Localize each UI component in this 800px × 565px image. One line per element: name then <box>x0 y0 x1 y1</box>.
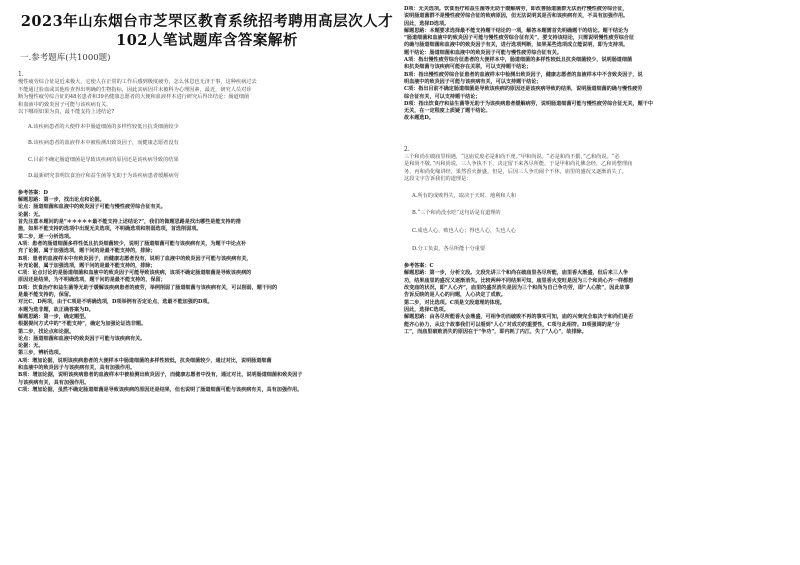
answer-line: 因此，选择C选项。 <box>404 306 449 313</box>
analysis-line: 明血液中的致炎因子可能与该疾病有关，可以支持题干结论； <box>404 78 542 85</box>
analysis-line: 综合征有关，可以支持题干结论； <box>404 93 481 100</box>
answer-line: 与该疾病有关，具有加强作用。 <box>18 379 90 386</box>
analysis-line: 故本题选D。 <box>404 115 434 122</box>
analysis-line: D项：指出饮食疗和益生菌等无助于为该疾病患者缓解病劳，说明肠道细菌可能与慢性疲劳综合征无关，题干中 <box>404 100 653 107</box>
question-1-number: 1. <box>18 71 24 78</box>
question-1-analysis-continued <box>404 6 786 123</box>
analysis-line: C项：指出目前不确定肠道细菌是导致该疾病的原因还是该疾病导致的结果，说明肠道细菌的确与慢性疲劳 <box>404 86 643 93</box>
question-1-option-a: A.该疾病患者的大便样本中肠道细菌的多样性较低且抗炎细菌较少 <box>28 123 179 130</box>
stem-line: 这段文字告诉我们的道理是： <box>404 176 472 183</box>
analysis-line: 说明肠道菌群不是慢性疲劳综合征的致病原因，但无法说明其是否和该疾病有关，不具有加强作用。 <box>404 13 629 20</box>
answer-line: 工”，而庙里破败消失的原因在于“争功”，即内耗了内江，失了“人心”，故排除。 <box>404 328 587 335</box>
answer-line: 解题思路：由各尽所能香火会鼎盛，可相争功而破败不再的事实可知，庙的兴衰完全取决于和尚们是否 <box>404 314 634 321</box>
answer-line: 论点：肠道细菌和血液中的致炎因子可能与慢性疲劳综合征有关。 <box>18 204 166 211</box>
analysis-line: A项：指出慢性疲劳综合征患者的大便样本中，肠道细菌的多样性较低且抗炎细菌较少，说明肠道细菌 <box>404 57 633 64</box>
answer-line: 对比C、D两项，由于C项是不明确选项，D项举例有否定论点，选最不能加强的D项。 <box>18 299 213 306</box>
answer-line: 补充论据，属于加强选项，题干问的是最不能支持的，排除； <box>18 262 156 269</box>
analysis-line: 解题思路：本题要求选择最不能支持题干结论的一项，解答本题需首先明确题干的结论。题干结论为 <box>404 27 629 34</box>
answer-line: 论点：肠道细菌和血液中的致炎因子可能与该疾病有关。 <box>18 335 146 342</box>
answer-label: 参考答案：C <box>404 263 434 270</box>
analysis-line: B项：指出慢性疲劳综合征患者的血液样本中检测出致炎因子，健康志愿者的血液样本中不含致炎因子，说 <box>404 71 643 78</box>
answer-line: 首先注意本题问的是“＊＊＊＊＊最不能支持上述结论?”，我们的做题思路是找出哪些是能支持的措 <box>18 219 241 226</box>
right-column <box>404 6 786 561</box>
answer-line: 充了论据，属于加强选项，题干问的是最不能支持的，排除； <box>18 248 156 255</box>
stem-line: 不能通过验血或其他检查得出明确的生物指标，因此其病因并未被科为心理因素，最近，研究人员对诊 <box>18 86 252 93</box>
question-2-option-a: A.所有的成败得失，取决于天时、地利和人和 <box>412 192 516 199</box>
question-1-option-d: D.最新研究表明饮食治疗和益生菌等无助于为该疾病患者缓解病劳 <box>28 173 179 180</box>
analysis-line: D项：无关选项。饮食治疗和益生菌等无助于缓解病劳，即改善肠道菌群无法治疗慢性疲劳综合征， <box>404 6 628 12</box>
answer-line: 解题思路：第一步，分析文段。文段先讲三个和尚在破庙里各尽所能，庙里香火渐盛，但后来三人争 <box>404 270 629 277</box>
answer-line: 解题思路：第一步，找出论点和论据。 <box>18 197 105 204</box>
answer-line: 是最不能支持的，保留。 <box>18 292 75 299</box>
left-column <box>18 6 396 561</box>
analysis-line: 的确与肠道细菌和血液中的致炎因子有关，进行选项判断，如果某些选项成立能说明，即为支持项。 <box>404 42 629 49</box>
stem-line: 以下哪项如果为真，最不能支持上述结论? <box>18 109 115 115</box>
analysis-line: 和抗炎细菌与该疾病可能存在关联，可以支持题干结论； <box>404 64 532 71</box>
answer-line: 施，如果不能支持的选项中出现无关选项，不明确选项和削弱选项，首选削弱项。 <box>18 226 202 233</box>
answer-line: A项：增加论据，说明该疾病患者的大便样本中肠道细菌的多样性较低，抗炎细菌较少，通过对比，说明肠道细菌 <box>18 357 272 364</box>
analysis-line: 因此，选择D选项。 <box>404 20 450 27</box>
question-1-stem <box>18 79 396 117</box>
answer-line: 解题思路：第一步，确定题型。 <box>18 313 90 320</box>
question-1-option-c: C.目前不确定肠道细菌是导致该疾病的原因还是该疾病导致的结果 <box>28 156 179 163</box>
document-title: 2023年山东烟台市芝罘区教育系统招考聘用高层次人才102人笔试题库含答案解析 <box>20 13 394 49</box>
answer-line: 根据提问方式中的“不能支持”，确定为加强论证选非题。 <box>18 321 147 328</box>
stem-line: 务，丙和尚化缘讲经，果然香火渐盛。但是，后因三人争功闹个不休，庙里的盛况又逐渐消失了。 <box>404 168 628 175</box>
stem-line: 断为慢性疲劳综合征的48名患者和39名健康志愿者的大便和血液样本进行研究后得出结论：肠道细菌 <box>18 94 250 100</box>
question-2-number: 2. <box>404 145 410 153</box>
answer-line: 论据：无。 <box>18 211 44 218</box>
question-2-answer <box>404 263 786 336</box>
answer-line: 改变庙的状况，即“人心齐”，庙里的盛况消失是因为三个和尚为自己争功劳，即“人心散”，因此故事 <box>404 285 630 292</box>
question-2-option-c: C.成也人心，败也人心；得也人心，失也人心 <box>412 227 516 234</box>
question-2-option-d: D.分工负责，各尽所能十分重要 <box>412 245 486 252</box>
question-1-answer <box>18 190 396 394</box>
answer-line: 原因还是结果，为不明确选项，题干问的是最不能支持的，保留； <box>18 277 166 284</box>
stem-line: 三个和尚在破庙里相遇，“这庙荒废必是和尚不虔。”甲和尚说。“必是和尚不勤，”乙和尚说。“必 <box>404 153 620 160</box>
stem-line: 是和尚不敬，”丙和尚说，三人争执不下，决定留下来各尽所能，于是甲和尚礼佛念经，乙和尚整理庙 <box>404 161 633 168</box>
analysis-line: 无关，在一定程度上质疑了题干结论。 <box>404 108 491 115</box>
stem-line: 慢性疲劳综合征是近来极大，它使人在正常的工作后感到极度疲劳，怎么休息也无济于事，这种疾病过去 <box>18 79 257 85</box>
analysis-line: 题干结论：肠道细菌和血液中的致炎因子可能与慢性疲劳综合征有关。 <box>404 49 562 56</box>
answer-line: 第二步，逐一分析选项。 <box>18 233 75 240</box>
answer-line: 和血液中的致炎因子与该疾病有关，具有加强作用。 <box>18 365 136 371</box>
question-2-stem <box>404 154 786 184</box>
answer-line: B项：增加论据，说明该疾病患者的血液样本中被检测出致炎因子，而健康志愿者中没有，通过对比，说明肠道细菌和致炎因子 <box>18 372 303 379</box>
answer-label: 参考答案：D <box>18 189 48 196</box>
answer-line: A项：患者的肠道细菌多样性低且抗炎细菌较少，说明了肠道细菌可能与该疾病有关，为题干中论点补 <box>18 240 247 247</box>
analysis-line: “肠道细菌和血液中的致炎因子可能与慢性疲劳综合征有关”，要支持该结论，只需说明慢性疲劳综合征 <box>404 35 634 42</box>
answer-line: C项：增加论据，虽然不确定肠道细菌是导致该疾病的原因还是结果，但也说明了肠道细菌可能与该疾病有关，具有加强作用。 <box>18 386 303 393</box>
answer-line: 告诉反映的是人心的问题，人心决定了成败。 <box>404 292 506 299</box>
section-heading: 一.参考题库(共1000题) <box>20 53 111 63</box>
answer-line: C项：论点讨论的是肠道细菌和血液中的致炎因子可能导致该疾病，该项不确定肠道细菌是导致该疾病的 <box>18 270 252 277</box>
answer-line: 能齐心协力，从这个故事我们可以看到“人心”对成功的重要性，C项与此相符。D项强调的是“分 <box>404 321 620 328</box>
answer-line: 第二步，找论点和论据。 <box>18 328 75 335</box>
question-2-option-b: B.“三个和尚没水吃”这句话是有道理的 <box>412 210 501 217</box>
answer-line: 本题为选非题，故正确答案为D。 <box>18 306 94 313</box>
answer-line: 功，结果庙里的盛况又逐渐消失。比较两种不同结果可知，庙里香火变旺是因为三个和尚心齐一样都想 <box>404 277 634 284</box>
answer-line: 论据：无。 <box>18 343 44 350</box>
answer-line: D项：饮食治疗和益生菌等无助于缓解该疾病患者的疲劳，举例削弱了肠道细菌与该疾病有关，可以削弱，题干问的 <box>18 284 278 291</box>
answer-line: 第二步，对比选项。C项是文段道理的体现。 <box>404 299 505 306</box>
answer-line: 第三步，辨析选项。 <box>18 350 64 357</box>
question-1-option-b: B.该疾病患者的血液样本中被检测出致炎因子，而健康志愿者没有 <box>28 140 179 147</box>
stem-line: 和血液中的致炎因子可能与该疾病有关。 <box>18 101 112 108</box>
answer-line: B项：患者的血液样本中有致炎因子，而健康志愿者没有，说明了血液中的致炎因子可能与该疾病有关， <box>18 255 252 262</box>
